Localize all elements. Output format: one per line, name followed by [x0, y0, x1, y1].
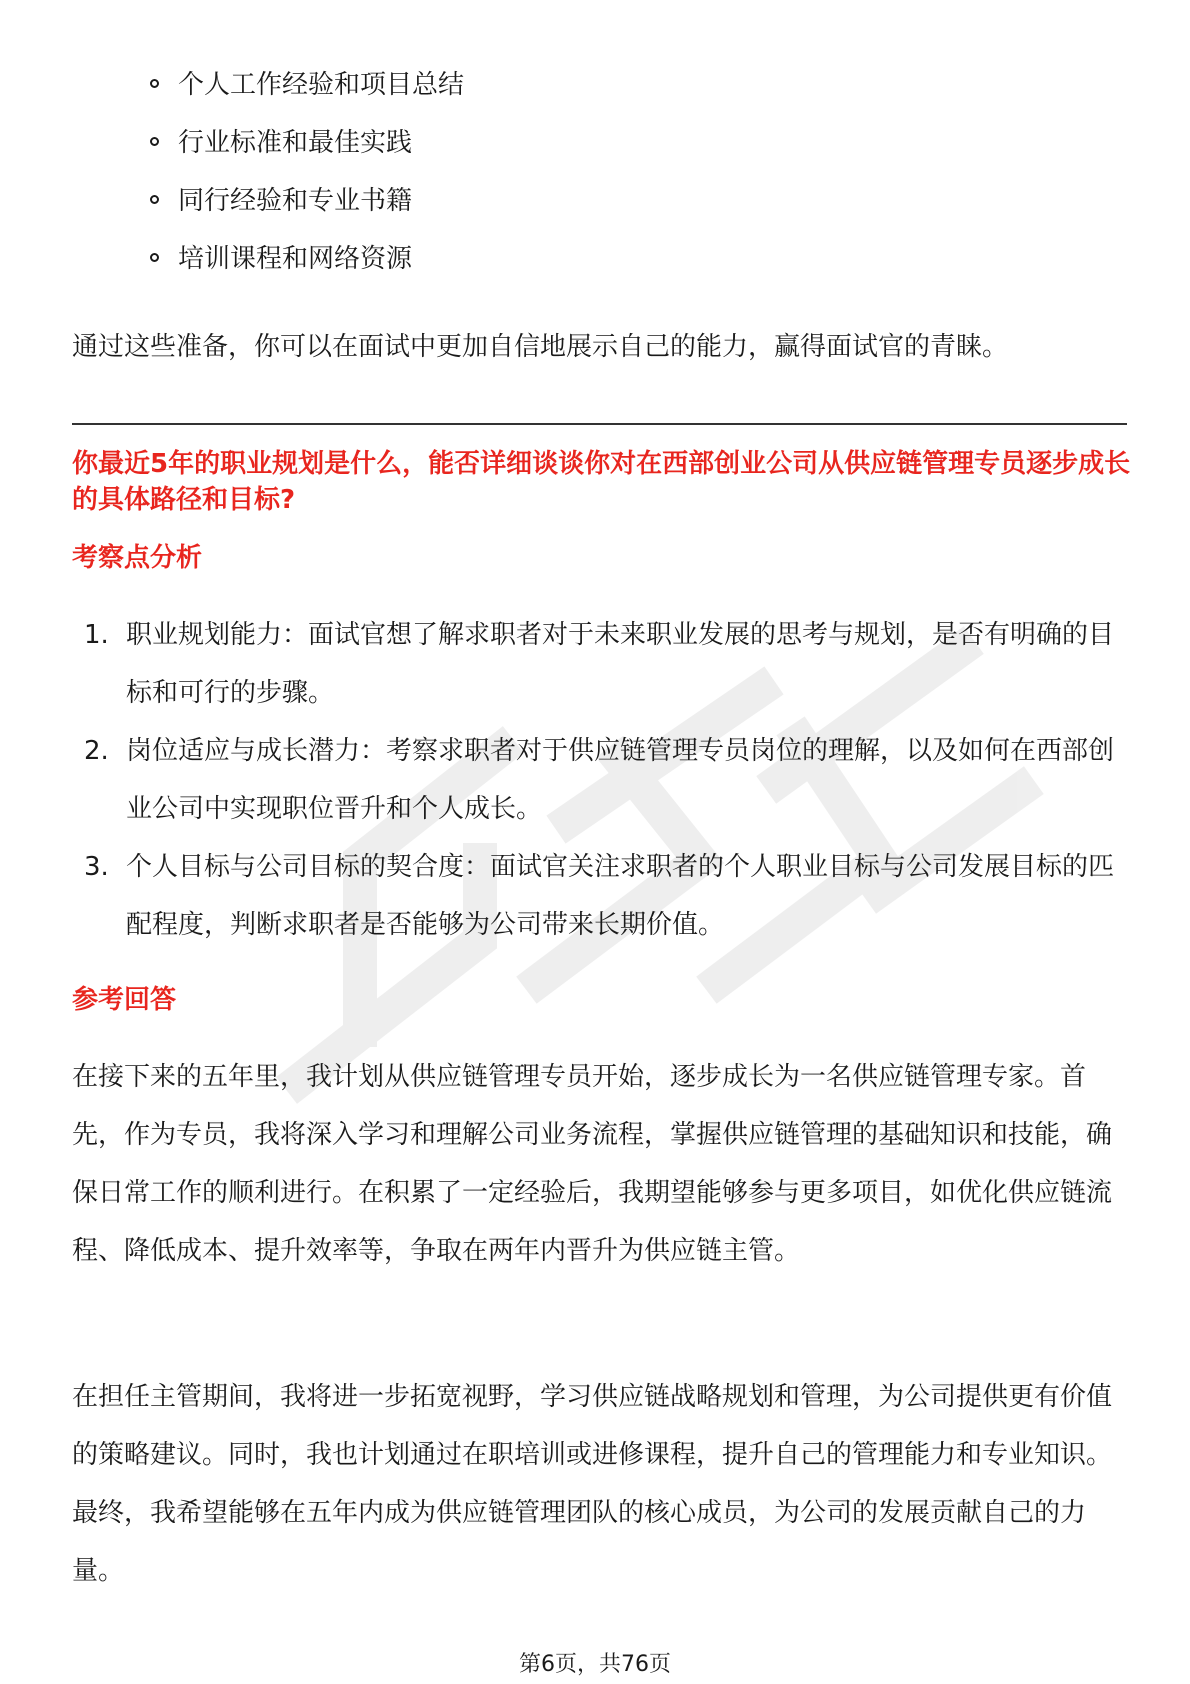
list-item: 1. 职业规划能力：面试官想了解求职者对于未来职业发展的思考与规划，是否有明确的目标和可行的步骤。	[84, 620, 1115, 708]
list-item: 3. 个人目标与公司目标的契合度：面试官关注求职者的个人职业目标与公司发展目标的匹配程度，判断求职者是否能够为公司带来长期价值。	[84, 852, 1115, 940]
page-number: 第6页，共76页	[519, 1652, 671, 1677]
analysis-list	[84, 606, 1134, 954]
closing-paragraph: 通过这些准备，你可以在面试中更加自信地展示自己的能力，赢得面试官的青睐。	[72, 332, 1009, 362]
circle-bullet-icon	[150, 79, 159, 88]
list-item: 行业标准和最佳实践	[150, 114, 464, 172]
answer-paragraph-2: 在担任主管期间，我将进一步拓宽视野，学习供应链战略规划和管理，为公司提供更有价值的策略建议。同时，我也计划通过在职培训或进修课程，提升自己的管理能力和专业知识。最终，我希望能够在五年内成为供应链管理团队的核心成员，为公司的发展贡献自己的力量。	[72, 1382, 1113, 1586]
list-item: 培训课程和网络资源	[150, 230, 464, 288]
answer-paragraph-1: 在接下来的五年里，我计划从供应链管理专员开始，逐步成长为一名供应链管理专家。首先，作为专员，我将深入学习和理解公司业务流程，掌握供应链管理的基础知识和技能，确保日常工作的顺利进行。在积累了一定经验后，我期望能够参与更多项目，如优化供应链流程、降低成本、提升效率等，争取在两年内晋升为供应链主管。	[72, 1062, 1113, 1266]
list-item: 个人工作经验和项目总结	[150, 56, 464, 114]
circle-bullet-icon	[150, 253, 159, 262]
answer-heading: 参考回答	[72, 985, 177, 1015]
circle-bullet-icon	[150, 137, 159, 146]
section-divider	[72, 423, 1127, 425]
list-item: 2. 岗位适应与成长潜力：考察求职者对于供应链管理专员岗位的理解，以及如何在西部创业公司中实现职位晋升和个人成长。	[84, 736, 1115, 824]
analysis-heading: 考察点分析	[72, 543, 203, 573]
list-item: 同行经验和专业书籍	[150, 172, 464, 230]
resource-sublist	[150, 56, 464, 288]
circle-bullet-icon	[150, 195, 159, 204]
question-title: 你最近5年的职业规划是什么，能否详细谈谈你对在西部创业公司从供应链管理专员逐步成长的具体路径和目标?	[72, 449, 1131, 515]
